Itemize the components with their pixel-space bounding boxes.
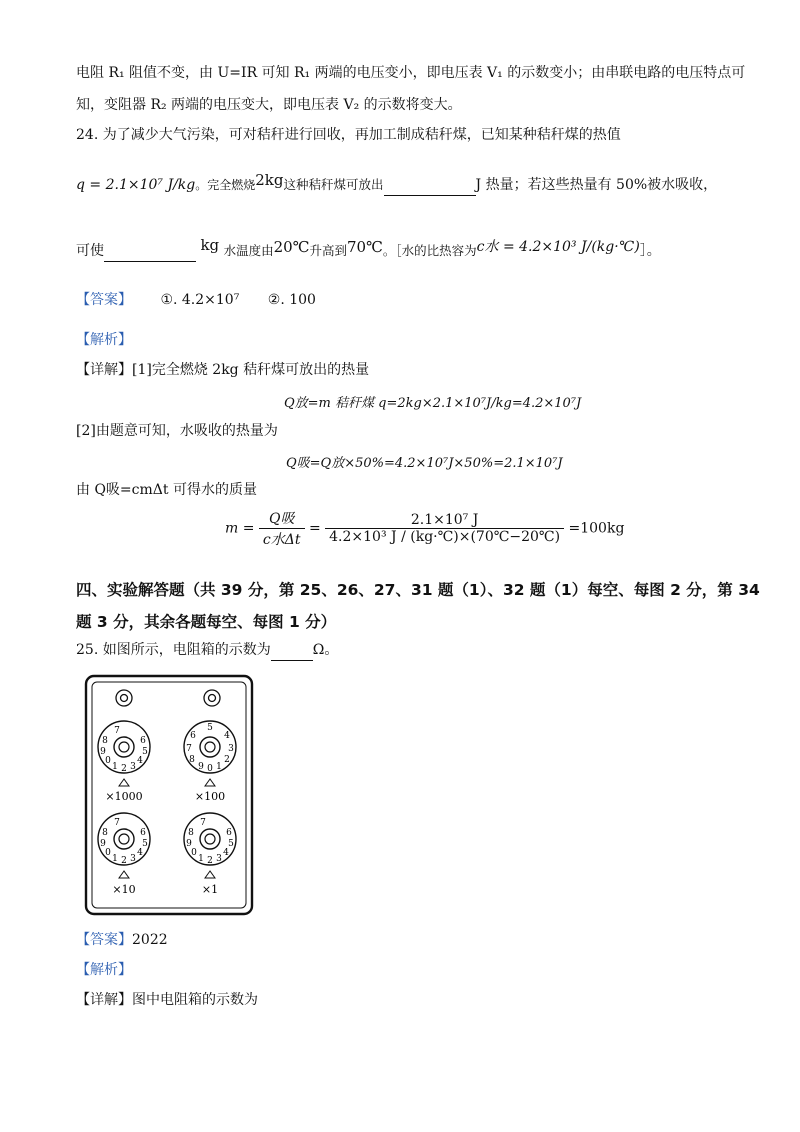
svg-text:5: 5 xyxy=(142,839,148,849)
svg-text:6: 6 xyxy=(226,828,232,838)
svg-text:5: 5 xyxy=(207,723,213,733)
svg-text:4: 4 xyxy=(137,848,143,858)
svg-text:5: 5 xyxy=(228,839,234,849)
svg-text:2: 2 xyxy=(121,856,127,866)
q24-analysis-label: 【解析】 xyxy=(76,332,132,348)
svg-text:2: 2 xyxy=(207,856,213,866)
svg-text:7: 7 xyxy=(114,818,120,828)
dial-x1000-knob[interactable] xyxy=(98,721,150,786)
terminal-left-icon xyxy=(116,690,132,706)
svg-text:4: 4 xyxy=(137,756,143,766)
svg-text:6: 6 xyxy=(140,736,146,746)
dial-x1000-label: ×1000 xyxy=(105,790,143,803)
svg-text:8: 8 xyxy=(102,736,108,746)
dial-x1-label: ×1 xyxy=(201,883,219,896)
q24-detail-2: [2]由题意可知，水吸收的热量为 xyxy=(76,423,278,439)
svg-text:0: 0 xyxy=(105,848,111,858)
svg-text:9: 9 xyxy=(186,839,192,849)
svg-text:8: 8 xyxy=(189,755,195,765)
dial-x10-knob[interactable] xyxy=(98,813,150,878)
q24-line-3: 可使 kg 水温度由20℃升高到70℃。［水的比热容为c水 = 4.2×10³ J/(kg·℃)］。 xyxy=(76,235,661,262)
svg-text:7: 7 xyxy=(114,726,120,736)
section-heading-line-2: 题 3 分，其余各题每空、每图 1 分） xyxy=(76,613,337,631)
svg-text:8: 8 xyxy=(102,828,108,838)
q24-specific-heat: c水 = 4.2×10³ J/(kg·℃) xyxy=(476,239,640,255)
svg-text:9: 9 xyxy=(198,762,204,772)
q24-equation-1: Q放=m 秸秆煤 q=2kg×2.1×10⁷J/kg=4.2×10⁷J xyxy=(284,396,582,411)
svg-text:2: 2 xyxy=(224,755,230,765)
svg-text:1: 1 xyxy=(216,762,222,772)
svg-text:5: 5 xyxy=(142,747,148,757)
q24-blank-2[interactable] xyxy=(104,241,196,262)
svg-text:1: 1 xyxy=(112,854,118,864)
svg-text:8: 8 xyxy=(188,828,194,838)
q25-detail: 【详解】图中电阻箱的示数为 xyxy=(76,992,258,1008)
svg-text:4: 4 xyxy=(223,848,229,858)
dial-x100-knob[interactable] xyxy=(184,721,236,786)
svg-text:6: 6 xyxy=(190,731,196,741)
q24-stem: 24. 为了减少大气污染，可对秸秆进行回收，再加工制成秸秆煤，已知某种秸秆煤的热值 xyxy=(76,127,621,143)
svg-text:0: 0 xyxy=(105,756,111,766)
intro-line-1: 电阻 R₁ 阻值不变，由 U=IR 可知 R₁ 两端的电压变小，即电压表 V₁ 的示数变小；由串联电路的电压特点可 xyxy=(76,65,746,81)
q24-detail-3: 由 Q吸=cmΔt 可得水的质量 xyxy=(76,482,257,498)
resistance-box-figure xyxy=(84,674,254,916)
q24-mass: 2kg xyxy=(255,171,284,189)
q24-blank-1[interactable] xyxy=(384,175,476,196)
q24-answer: 【答案】 ①. 4.2×10⁷ ②. 100 xyxy=(76,292,316,308)
svg-text:2: 2 xyxy=(121,764,127,774)
svg-text:7: 7 xyxy=(186,744,192,754)
q25-blank[interactable] xyxy=(271,640,313,661)
svg-text:0: 0 xyxy=(207,764,213,774)
q24-heat-value: q = 2.1×10⁷ J/kg xyxy=(76,177,196,193)
svg-text:6: 6 xyxy=(140,828,146,838)
svg-text:0: 0 xyxy=(191,848,197,858)
dial-x100-label: ×100 xyxy=(194,790,226,803)
q24-equation-2: Q吸=Q放×50%=4.2×10⁷J×50%=2.1×10⁷J xyxy=(286,456,563,471)
q25-analysis-label: 【解析】 xyxy=(76,962,132,978)
eq3-fraction-1: $\frac{\text{Q吸}}{\text{c水Δt}}$ xyxy=(259,508,305,549)
eq3-fraction-2: $\frac{\text{2.1×10⁷ J}}{\text{4.2×10³ J / (kg·℃)×(70℃−20℃)}}$ xyxy=(325,512,564,545)
svg-text:3: 3 xyxy=(216,854,222,864)
terminal-right-icon xyxy=(204,690,220,706)
section-heading-line-1: 四、实验解答题（共 39 分，第 25、26、27、31 题（1）、32 题（1）每空、每图 2 分，第 34 xyxy=(76,581,760,599)
svg-text:9: 9 xyxy=(100,747,106,757)
q24-equation-3: m = $\frac{\text{Q吸}}{\text{c水Δt}}$ = $\frac{\text{2.1×10⁷ J}}{\text{4.2×10³ J / (kg·℃)×(70℃−20℃)}}$ =100kg xyxy=(225,508,624,549)
q24-detail-1: 【详解】[1]完全燃烧 2kg 秸秆煤可放出的热量 xyxy=(76,362,370,378)
q24-line-2: q = 2.1×10⁷ J/kg。完全燃烧2kg这种秸秆煤可放出 J 热量；若这些热量有 50%被水吸收， xyxy=(76,170,717,196)
svg-text:1: 1 xyxy=(112,762,118,772)
q25-stem: 25. 如图所示，电阻箱的示数为 Ω。 xyxy=(76,640,338,661)
svg-text:3: 3 xyxy=(228,744,234,754)
intro-line-2: 知，变阻器 R₂ 两端的电压变大，即电压表 V₂ 的示数将变大。 xyxy=(76,97,462,113)
svg-text:1: 1 xyxy=(198,854,204,864)
q25-answer: 【答案】2022 xyxy=(76,932,168,948)
svg-text:7: 7 xyxy=(200,818,206,828)
svg-text:9: 9 xyxy=(100,839,106,849)
svg-text:3: 3 xyxy=(130,762,136,772)
dial-x10-label: ×10 xyxy=(112,883,136,896)
svg-text:3: 3 xyxy=(130,854,136,864)
dial-x1-knob[interactable] xyxy=(184,813,236,878)
svg-text:4: 4 xyxy=(224,731,230,741)
